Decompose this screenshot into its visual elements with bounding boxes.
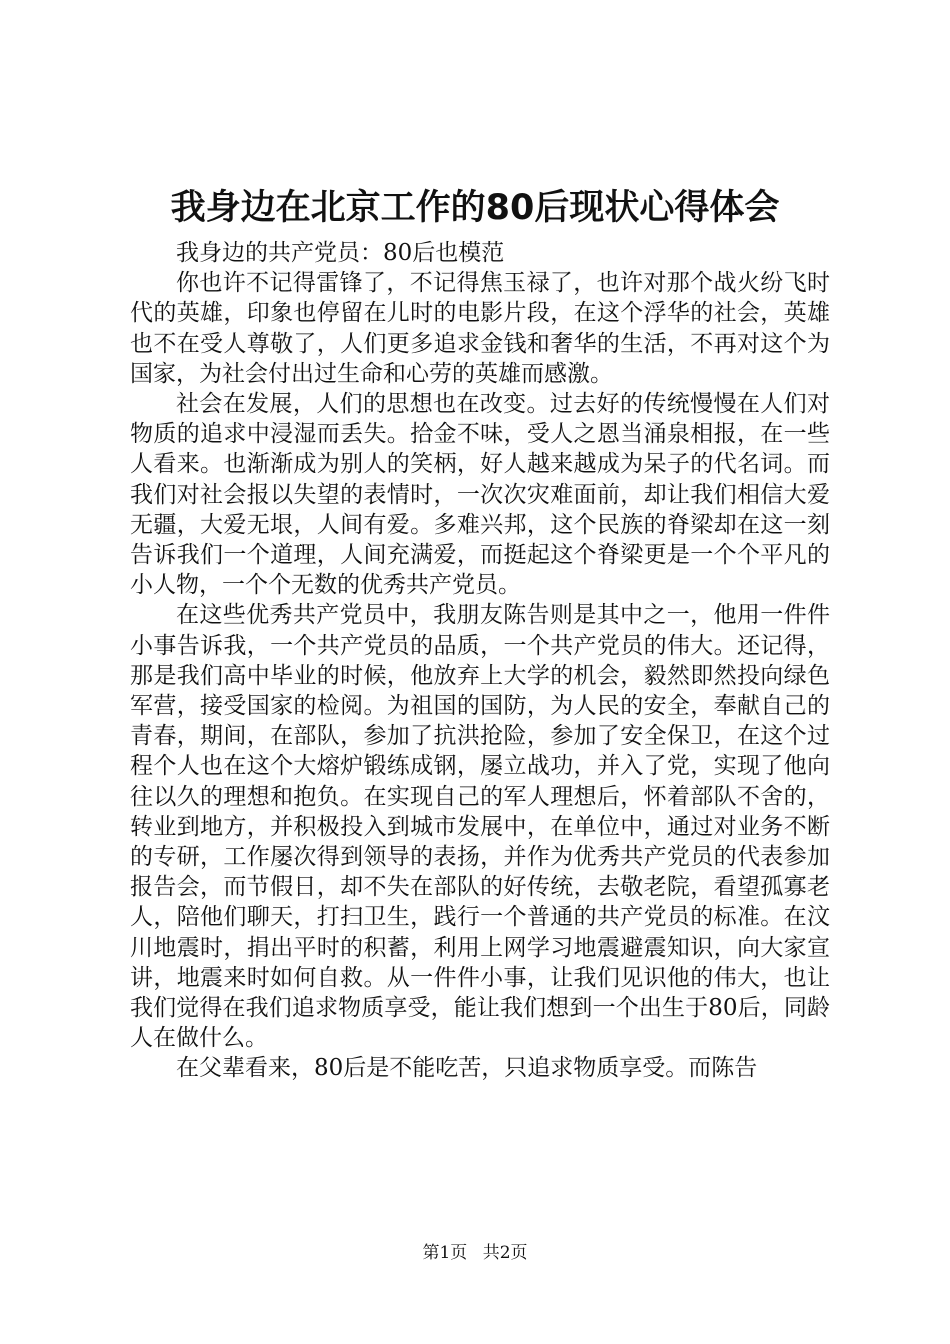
paragraph: 你也许不记得雷锋了，不记得焦玉禄了，也许对那个战火纷飞时代的英雄，印象也停留在儿时的电影片段，在这个浮华的社会，英雄也不在受人尊敬了，人们更多追求金钱和奢华的生活，不再对这个为国家，为社会付出过生命和心劳的英雄而感激。 [130,270,830,387]
page-number: 第1页 [422,1243,468,1263]
page-footer [0,1242,950,1264]
document-title: 我身边在北京工作的80后现状心得体会 [170,188,780,228]
paragraph: 在父辈看来，80后是不能吃苦，只追求物质享受。而陈告 [176,1055,758,1082]
paragraph: 在这些优秀共产党员中，我朋友陈告则是其中之一，他用一件件小事告诉我，一个共产党员的品质，一个共产党员的伟大。还记得，那是我们高中毕业的时候，他放弃上大学的机会，毅然即然投向绿色军营，接受国家的检阅。为祖国的国防，为人民的安全，奉献自己的青春，期间，在部队，参加了抗洪抢险，参加了安全保卫，在这个过程个人也在这个大熔炉锻练成钢，屡立战功，并入了党，实现了他向往以久的理想和抱负。在实现自己的军人理想后，怀着部队不舍的，转业到地方，并积极投入到城市发展中，在单位中，通过对业务不断的专研，工作屡次得到领导的表扬，并作为优秀共产党员的代表参加报告会，而节假日，却不失在部队的好传统，去敬老院，看望孤寡老人，陪他们聊天，打扫卫生，践行一个普通的共产党员的标准。在汶川地震时，捐出平时的积蓄，利用上网学习地震避震知识，向大家宣讲，地震来时如何自救。从一件件小事，让我们见识他的伟大，也让我们觉得在我们追求物质享受，能让我们想到一个出生于80后，同龄人在做什么。 [130,602,830,1052]
page-total: 共2页 [482,1243,528,1263]
paragraph: 我身边的共产党员：80后也模范 [176,240,505,266]
paragraph: 社会在发展，人们的思想也在改变。过去好的传统慢慢在人们对物质的追求中浸湿而丢失。拾金不味，受人之恩当涌泉相报，在一些人看来。也渐渐成为别人的笑柄，好人越来越成为呆子的代名词。而我们对社会报以失望的表情时，一次次灾难面前，却让我们相信大爱无疆，大爱无垠，人间有爱。多难兴邦，这个民族的脊梁却在这一刻告诉我们一个道理，人间充满爱，而挺起这个脊梁更是一个个平凡的小人物，一个个无数的优秀共产党员。 [130,391,830,599]
document-body [130,238,830,1084]
